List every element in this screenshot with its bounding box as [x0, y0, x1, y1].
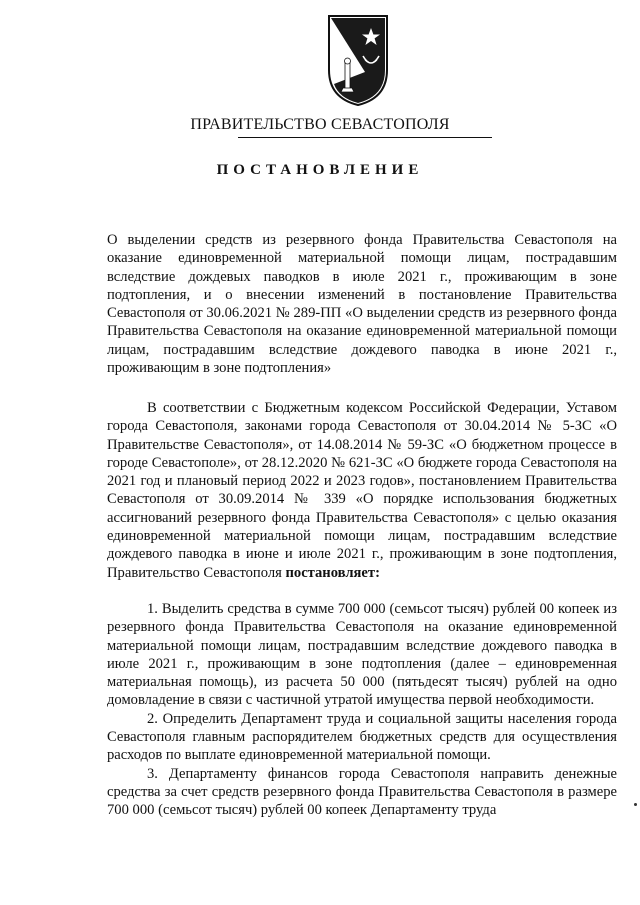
preamble-text: В соответствии с Бюджетным кодексом Российской Федерации, Уставом города Севастополя, законами города Севастополя от 30.04.2014 № 5-ЗС «О Правительстве Севастополя», от 14.08.2014 № 59-ЗС «О бюджетном процессе в городе Севастополе», от 28.12.2020 № 621-ЗС «О бюджете города Севастополя на 2021 год и плановый период 2022 и 2023 годов», постановлением Правительства Севастополя от 30.09.2014 № 339 «О порядке использования бюджетных ассигнований резервного фонда Правительства Севастополя» с целью оказания единовременной материальной помощи лицам, пострадавшим вследствие дождевого паводка в июне и июле 2021 г., проживающим в зоне подтопления, Правительство Севастополя — [107, 400, 617, 581]
item-3: 3. Департаменту финансов города Севастополя направить денежные средства за счет средств резервного фонда Правительства Севастополя в размере 700 000 (семьсот тысяч) рублей 00 копеек Департаменту труда — [107, 765, 617, 819]
decree-subject: О выделении средств из резервного фонда Правительства Севастополя на оказание единовременной материальной помощи лицам, пострадавшим вследствие дождевых паводков в июле 2021 г., проживающим в зоне подтопления, и о внесении изменений в постановление Правительства Севастополя от 30.06.2021 № 289-ПП «О выделении средств из резервного фонда Правительства Севастополя на оказание единовременной материальной помощи лицам, пострадавшим вследствие дождевого паводка в июне 2021 г., проживающим в зоне подтопления» — [107, 232, 617, 377]
item-2: 2. Определить Департамент труда и социальной защиты населения города Севастополя главным распорядителем бюджетных средств для осуществления расходов по выплате единовременной материальной помощи. — [107, 710, 617, 764]
sevastopol-coat-of-arms-icon — [325, 12, 391, 108]
title-underline — [238, 137, 492, 138]
scan-mark — [634, 803, 637, 806]
document-type: ПОСТАНОВЛЕНИЕ — [216, 162, 424, 178]
organization-title: ПРАВИТЕЛЬСТВО СЕВАСТОПОЛЯ — [190, 116, 450, 133]
item-1: 1. Выделить средства в сумме 700 000 (семьсот тысяч) рублей 00 копеек из резервного фонда Правительства Севастополя на оказание единовременной материальной помощи лицам, пострадавшим вследствие дождевого паводка в июле 2021 г., проживающим в зоне подтопления (далее – единовременная материальная помощь), из расчета 50 000 (пятьдесят тысяч) рублей на одно домовладение в связи с частичной утратой имущества первой необходимости. — [107, 600, 617, 709]
preamble-paragraph — [107, 399, 617, 582]
decree-word: постановляет: — [285, 564, 380, 581]
decree-body — [107, 399, 617, 820]
